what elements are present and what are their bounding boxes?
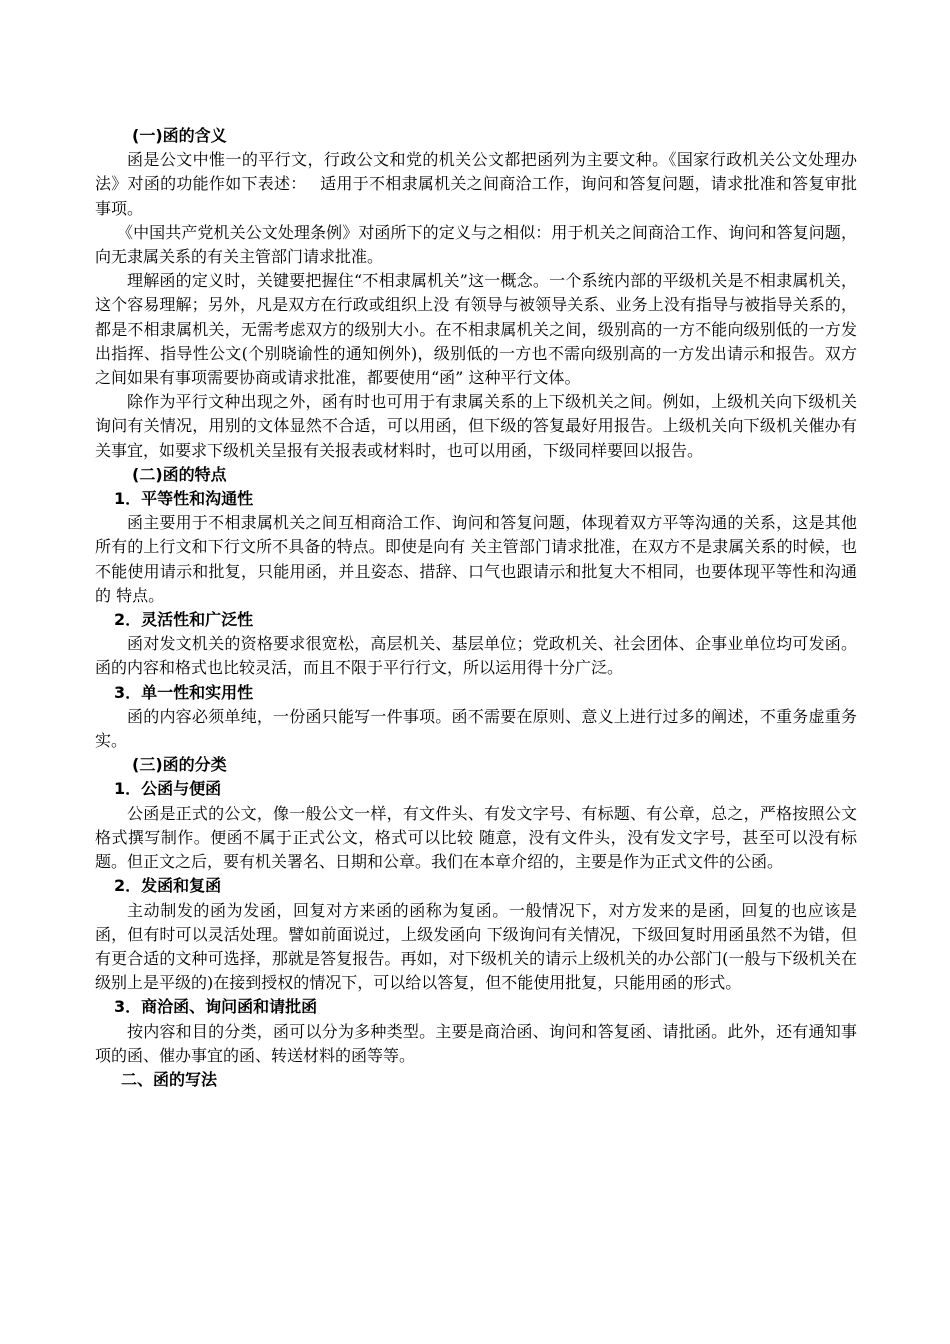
section-heading: (二)函的特点 [132, 464, 227, 484]
document-body [95, 124, 857, 1092]
paragraph: 主动制发的函为发函，回复对方来函的函称为复函。一般情况下，对方发来的是函，回复的也应该是函，但有时可以灵活处理。譬如前面说过，上级发函向 下级询问有关情况，下级回复时用函虽然不为错，但有更合适的文种可选择，那就是答复报告。再如，对下级机关的请示上级机关的办公部门(一般与下级机关在 级别上是平级的)在接到授权的情况下，可以给以答复，但不能使用批复，只能用函的形式。 [95, 900, 857, 993]
paragraph: 函主要用于不相隶属机关之间互相商洽工作、询问和答复问题，体现着双方平等沟通的关系，这是其他所有的上行文和下行文所不具备的特点。即使是向有 关主管部门请求批准，在双方不是隶属关系的时候，也不能使用请示和批复，只能用函，并且姿态、措辞、口气也跟请示和批复大不相同，也要体现平等性和沟通的 特点。 [95, 513, 857, 605]
chapter-heading: 二、函的写法 [121, 1069, 218, 1089]
subsection-heading: 3．商洽函、询问函和请批函 [114, 997, 318, 1017]
subsection-heading: 3．单一性和实用性 [114, 682, 254, 702]
paragraph: 除作为平行文种出现之外，函有时也可用于有隶属关系的上下级机关之间。例如，上级机关向下级机关询问有关情况，用别的文体显然不合适，可以用函，但下级的答复最好用报告。上级机关向下级机关催办有关事宜，如要求下级机关呈报有关报表或材料时，也可以用函，下级同样要回以报告。 [95, 392, 857, 460]
paragraph: 函的内容必须单纯，一份函只能写一件事项。函不需要在原则、意义上进行过多的阐述，不重务虚重务实。 [95, 706, 857, 751]
paragraph: 理解函的定义时，关键要把握住“不相隶属机关”这一概念。一个系统内部的平级机关是不相隶属机关，这个容易理解；另外，凡是双方在行政或组织上没 有领导与被领导关系、业务上没有指导与被指导关系的，都是不相隶属机关，无需考虑双方的级别大小。在不相隶属机关之间，级别高的一方不能向级别低的一方发 出指挥、指导性公文(个别晓谕性的通知例外)，级别低的一方也不需向级别高的一方发出请示和报告。双方之间如果有事项需要协商或请求批准，都要使用“函” 这种平行文体。 [95, 271, 857, 388]
paragraph: 公函是正式的公文，像一般公文一样，有文件头、有发文字号、有标题、有公章，总之，严格按照公文格式撰写制作。便函不属于正式公文，格式可以比较 随意，没有文件头，没有发文字号，甚至可以没有标题。但正文之后，要有机关署名、日期和公章。我们在本章介绍的，主要是作为正式文件的公函。 [95, 803, 857, 872]
section-heading: (三)函的分类 [132, 755, 227, 775]
paragraph: 《中国共产党机关公文处理条例》对函所下的定义与之相似：用于机关之间商洽工作、询问和答复问题，向无隶属关系的有关主管部门请求批准。 [95, 222, 857, 267]
paragraph: 按内容和目的分类，函可以分为多种类型。主要是商洽函、询问和答复函、请批函。此外，还有通知事项的函、催办事宜的函、转送材料的函等等。 [95, 1021, 857, 1065]
section-heading: (一)函的含义 [132, 126, 227, 145]
subsection-heading: 1．公函与便函 [114, 779, 222, 799]
paragraph: 函是公文中惟一的平行文，行政公文和党的机关公文都把函列为主要文种。《国家行政机关公文处理办法》对函的功能作如下表述： 适用于不相隶属机关之间商洽工作，询问和答复问题，请求批准和答复审批事项。 [95, 150, 857, 218]
subsection-heading: 2．灵活性和广泛性 [114, 610, 254, 630]
subsection-heading: 2．发函和复函 [114, 876, 222, 896]
subsection-heading: 1．平等性和沟通性 [114, 489, 254, 509]
paragraph: 函对发文机关的资格要求很宽松，高层机关、基层单位；党政机关、社会团体、企事业单位均可发函。函的内容和格式也比较灵活，而且不限于平行行文，所以运用得十分广泛。 [95, 634, 857, 678]
